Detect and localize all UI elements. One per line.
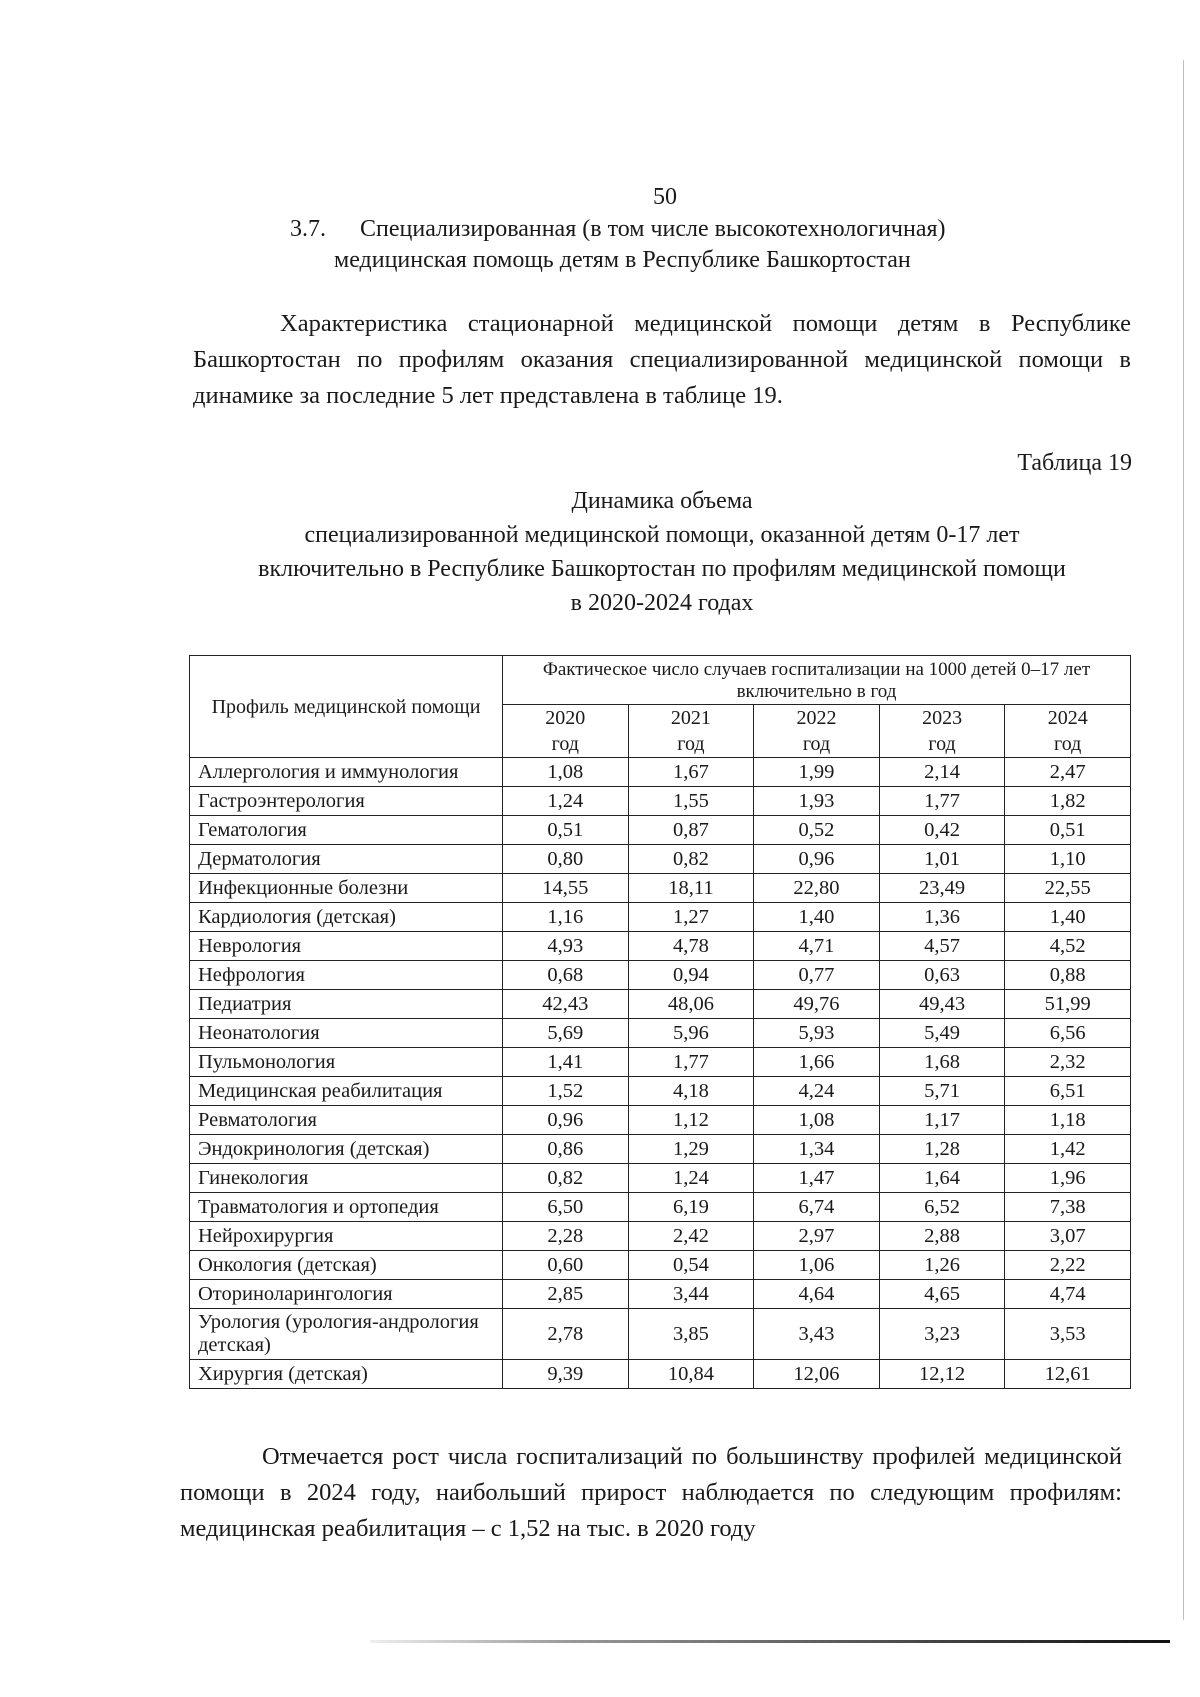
value-cell: 0,68: [503, 961, 629, 990]
value-cell: 1,55: [628, 787, 754, 816]
value-cell: 1,41: [503, 1048, 629, 1077]
table-caption: [190, 484, 1134, 620]
value-cell: 1,64: [879, 1164, 1005, 1193]
value-cell: 12,06: [754, 1360, 880, 1389]
year-value: 2020: [545, 707, 586, 729]
value-cell: 3,07: [1005, 1222, 1131, 1251]
value-cell: 14,55: [503, 874, 629, 903]
value-cell: 0,96: [754, 845, 880, 874]
value-cell: 1,82: [1005, 787, 1131, 816]
value-cell: 1,29: [628, 1135, 754, 1164]
value-cell: 0,60: [503, 1251, 629, 1280]
value-cell: 3,43: [754, 1309, 880, 1360]
value-cell: 23,49: [879, 874, 1005, 903]
table-label: Таблица 19: [1017, 450, 1132, 476]
profile-name-cell: Неонатология: [190, 1019, 503, 1048]
value-cell: 1,66: [754, 1048, 880, 1077]
table-header: [190, 656, 1131, 758]
value-cell: 2,47: [1005, 758, 1131, 787]
value-cell: 0,52: [754, 816, 880, 845]
table-row: [190, 1164, 1131, 1193]
profile-column-header: Профиль медицинской помощи: [190, 656, 503, 758]
value-cell: 0,94: [628, 961, 754, 990]
value-cell: 1,08: [754, 1106, 880, 1135]
year-header: [879, 705, 1005, 758]
profile-name-cell: Пульмонология: [190, 1048, 503, 1077]
table-row: [190, 1048, 1131, 1077]
value-cell: 6,52: [879, 1193, 1005, 1222]
value-cell: 2,88: [879, 1222, 1005, 1251]
profile-name-cell: Кардиология (детская): [190, 903, 503, 932]
profile-name-cell: Педиатрия: [190, 990, 503, 1019]
table-header-row: [190, 656, 1131, 705]
profile-name-cell: Гематология: [190, 816, 503, 845]
value-cell: 4,57: [879, 932, 1005, 961]
table-row: [190, 1019, 1131, 1048]
table-row: [190, 1360, 1131, 1389]
table-row: [190, 816, 1131, 845]
value-cell: 4,93: [503, 932, 629, 961]
section-title-line1: Специализированная (в том числе высокотехнологичная): [360, 216, 946, 242]
value-cell: 1,47: [754, 1164, 880, 1193]
value-cell: 1,18: [1005, 1106, 1131, 1135]
profile-name-cell: Дерматология: [190, 845, 503, 874]
value-cell: 0,82: [628, 845, 754, 874]
year-unit: год: [802, 733, 831, 755]
year-header: [628, 705, 754, 758]
value-cell: 2,97: [754, 1222, 880, 1251]
value-cell: 1,93: [754, 787, 880, 816]
profile-name-cell: Ревматология: [190, 1106, 503, 1135]
year-value: 2023: [922, 707, 963, 729]
scan-margin-line: [1183, 60, 1184, 1620]
profile-name-cell: Неврология: [190, 932, 503, 961]
section-title-line2: медицинская помощь детям в Республике Башкортостан: [334, 247, 911, 273]
value-cell: 4,24: [754, 1077, 880, 1106]
value-cell: 2,85: [503, 1280, 629, 1309]
table-row: [190, 1135, 1131, 1164]
table-row: [190, 1077, 1131, 1106]
profile-name-cell: Хирургия (детская): [190, 1360, 503, 1389]
value-cell: 1,96: [1005, 1164, 1131, 1193]
value-cell: 1,26: [879, 1251, 1005, 1280]
value-cell: 0,87: [628, 816, 754, 845]
profile-name-cell: Нейрохирургия: [190, 1222, 503, 1251]
year-header: [754, 705, 880, 758]
value-cell: 1,40: [1005, 903, 1131, 932]
value-cell: 0,51: [503, 816, 629, 845]
value-cell: 2,28: [503, 1222, 629, 1251]
value-cell: 1,77: [628, 1048, 754, 1077]
value-cell: 7,38: [1005, 1193, 1131, 1222]
value-cell: 2,14: [879, 758, 1005, 787]
table-caption-line: включительно в Республике Башкортостан по профилям медицинской помощи: [258, 556, 1066, 582]
value-cell: 5,96: [628, 1019, 754, 1048]
value-cell: 1,68: [879, 1048, 1005, 1077]
page-number: 50: [653, 184, 677, 210]
value-cell: 1,77: [879, 787, 1005, 816]
value-cell: 2,22: [1005, 1251, 1131, 1280]
table-row: [190, 961, 1131, 990]
value-cell: 6,50: [503, 1193, 629, 1222]
year-unit: год: [1054, 733, 1082, 755]
table-row: [190, 1280, 1131, 1309]
value-cell: 51,99: [1005, 990, 1131, 1019]
value-cell: 0,86: [503, 1135, 629, 1164]
profile-name-cell: Онкология (детская): [190, 1251, 503, 1280]
year-value: 2021: [670, 707, 711, 729]
value-cell: 3,44: [628, 1280, 754, 1309]
value-cell: 0,88: [1005, 961, 1131, 990]
section-heading: [290, 214, 1050, 276]
value-cell: 48,06: [628, 990, 754, 1019]
value-cell: 0,51: [1005, 816, 1131, 845]
section-heading-line1: [290, 214, 1050, 245]
value-cell: 3,53: [1005, 1309, 1131, 1360]
value-cell: 49,76: [754, 990, 880, 1019]
value-cell: 12,61: [1005, 1360, 1131, 1389]
value-cell: 1,34: [754, 1135, 880, 1164]
profile-name-cell: Гастроэнтерология: [190, 787, 503, 816]
intro-paragraph: Характеристика стационарной медицинской помощи детям в Республике Башкортостан по профилям оказания специализированной медицинской помощи в динамике за последние 5 лет представлена в таблице 19.: [193, 310, 1131, 409]
profile-name-cell: Гинекология: [190, 1164, 503, 1193]
value-cell: 1,52: [503, 1077, 629, 1106]
conclusion-paragraph: Отмечается рост числа госпитализаций по большинству профилей медицинской помощи в 2024 году, наибольший прирост наблюдается по следующим профилям: медицинская реабилитация – с 1,52 на тыс. в 2020 году: [180, 1443, 1122, 1542]
value-cell: 0,42: [879, 816, 1005, 845]
value-cell: 49,43: [879, 990, 1005, 1019]
value-cell: 42,43: [503, 990, 629, 1019]
profile-name-cell: Инфекционные болезни: [190, 874, 503, 903]
table-row: [190, 845, 1131, 874]
table-row: [190, 932, 1131, 961]
table-row: [190, 758, 1131, 787]
value-cell: 1,36: [879, 903, 1005, 932]
value-cell: 1,40: [754, 903, 880, 932]
value-cell: 3,23: [879, 1309, 1005, 1360]
value-cell: 2,78: [503, 1309, 629, 1360]
value-cell: 0,82: [503, 1164, 629, 1193]
year-value: 2022: [796, 707, 837, 729]
value-cell: 12,12: [879, 1360, 1005, 1389]
profile-name-cell: Травматология и ортопедия: [190, 1193, 503, 1222]
table-row: [190, 990, 1131, 1019]
value-cell: 1,67: [628, 758, 754, 787]
year-header: [1005, 705, 1131, 758]
value-cell: 18,11: [628, 874, 754, 903]
value-cell: 4,52: [1005, 932, 1131, 961]
value-cell: 1,27: [628, 903, 754, 932]
table-caption-line: специализированной медицинской помощи, оказанной детям 0-17 лет: [304, 522, 1020, 548]
profile-name-cell: Урология (урология-андрология детская): [190, 1309, 503, 1360]
value-cell: 5,71: [879, 1077, 1005, 1106]
value-cell: 2,32: [1005, 1048, 1131, 1077]
year-unit: год: [928, 733, 956, 755]
value-cell: 6,51: [1005, 1077, 1131, 1106]
value-cell: 4,64: [754, 1280, 880, 1309]
value-cell: 0,63: [879, 961, 1005, 990]
section-number: 3.7.: [290, 216, 326, 242]
table-body: [190, 758, 1131, 1389]
value-cell: 6,74: [754, 1193, 880, 1222]
value-cell: 6,56: [1005, 1019, 1131, 1048]
value-cell: 4,71: [754, 932, 880, 961]
value-cell: 1,06: [754, 1251, 880, 1280]
profile-name-cell: Аллергология и иммунология: [190, 758, 503, 787]
table-caption-line: в 2020-2024 годах: [570, 590, 754, 616]
table-row: [190, 1251, 1131, 1280]
table-row: [190, 1106, 1131, 1135]
year-value: 2024: [1047, 707, 1088, 729]
value-cell: 1,12: [628, 1106, 754, 1135]
bottom-rule: [370, 1640, 1170, 1643]
value-cell: 0,96: [503, 1106, 629, 1135]
value-cell: 0,80: [503, 845, 629, 874]
value-cell: 4,18: [628, 1077, 754, 1106]
value-cell: 4,65: [879, 1280, 1005, 1309]
value-cell: 0,77: [754, 961, 880, 990]
table-row: [190, 874, 1131, 903]
year-unit: год: [677, 733, 705, 755]
table-row: [190, 787, 1131, 816]
table-row: [190, 1222, 1131, 1251]
value-cell: 10,84: [628, 1360, 754, 1389]
profile-name-cell: Медицинская реабилитация: [190, 1077, 503, 1106]
table-caption-line: Динамика объема: [571, 488, 753, 514]
value-cell: 1,24: [503, 787, 629, 816]
value-cell: 1,16: [503, 903, 629, 932]
year-unit: год: [551, 733, 579, 755]
value-cell: 9,39: [503, 1360, 629, 1389]
value-cell: 1,01: [879, 845, 1005, 874]
profile-name-cell: Оториноларингология: [190, 1280, 503, 1309]
value-cell: 4,78: [628, 932, 754, 961]
table-row: [190, 903, 1131, 932]
value-cell: 1,24: [628, 1164, 754, 1193]
value-cell: 6,19: [628, 1193, 754, 1222]
value-cell: 3,85: [628, 1309, 754, 1360]
value-cell: 1,99: [754, 758, 880, 787]
value-cell: 0,54: [628, 1251, 754, 1280]
value-cell: 22,55: [1005, 874, 1131, 903]
value-cell: 5,93: [754, 1019, 880, 1048]
value-cell: 5,69: [503, 1019, 629, 1048]
value-cell: 1,28: [879, 1135, 1005, 1164]
value-cell: 5,49: [879, 1019, 1005, 1048]
facts-column-header: Фактическое число случаев госпитализации на 1000 детей 0–17 лет включительно в год: [503, 656, 1131, 705]
value-cell: 4,74: [1005, 1280, 1131, 1309]
table-row: [190, 1309, 1131, 1360]
profile-name-cell: Нефрология: [190, 961, 503, 990]
value-cell: 1,42: [1005, 1135, 1131, 1164]
table-row: [190, 1193, 1131, 1222]
value-cell: 1,08: [503, 758, 629, 787]
value-cell: 22,80: [754, 874, 880, 903]
hospitalization-table: [189, 655, 1131, 1389]
value-cell: 1,10: [1005, 845, 1131, 874]
year-header: [503, 705, 629, 758]
profile-name-cell: Эндокринология (детская): [190, 1135, 503, 1164]
value-cell: 2,42: [628, 1222, 754, 1251]
value-cell: 1,17: [879, 1106, 1005, 1135]
